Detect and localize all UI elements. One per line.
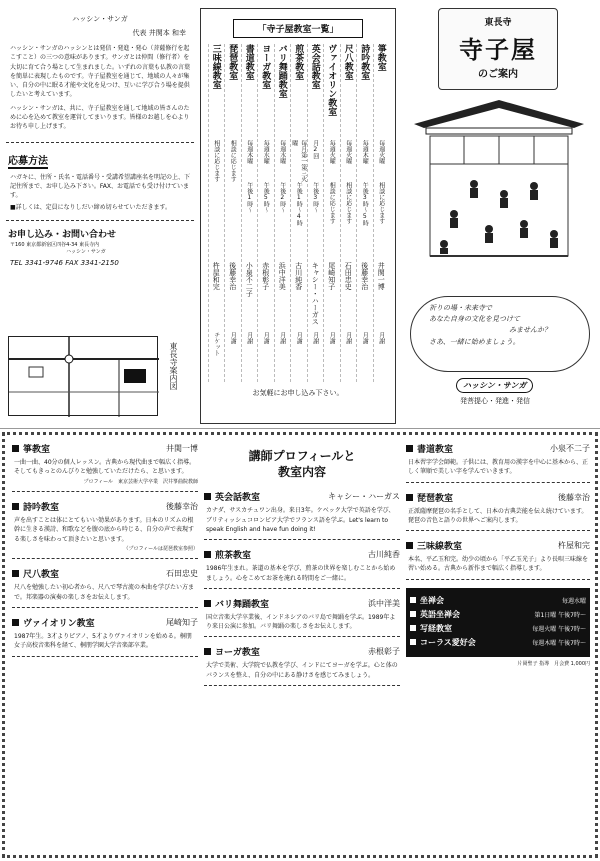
profile-heading bbox=[406, 491, 590, 504]
event-name: 写経教室 bbox=[420, 623, 452, 633]
profiles-title: 講師プロフィールと 教室内容 bbox=[248, 449, 356, 480]
class-day: 毎週木曜 bbox=[245, 140, 253, 164]
profile-teacher: 井関一博 bbox=[166, 444, 198, 453]
class-time: 午後3時〜5時 bbox=[361, 182, 369, 226]
profile-credentials: プロフィール 東京芸術大学卒業 沢井箏曲院教師 bbox=[83, 478, 198, 485]
event-detail: 毎週水曜 bbox=[561, 597, 586, 605]
profile-section bbox=[12, 500, 198, 559]
schedule-row bbox=[323, 44, 340, 382]
class-time: 相談に応じます bbox=[377, 182, 385, 224]
event-detail: 第1日曜 午後7時〜 bbox=[534, 611, 586, 619]
bullet-square-icon bbox=[410, 639, 416, 645]
class-time: 午後2時〜 bbox=[278, 182, 286, 213]
poem-line-2: あなた自身の文化を見つけて bbox=[429, 315, 520, 324]
profile-teacher: 尾崎知子 bbox=[166, 618, 198, 628]
event-detail: 毎週木曜 午後7時〜 bbox=[532, 639, 586, 647]
bullet-square-icon bbox=[410, 611, 416, 617]
event-row bbox=[410, 595, 586, 606]
cover-brand: ハッシン・サンガ bbox=[456, 378, 533, 393]
mid-profiles bbox=[204, 442, 400, 852]
poem-line-3: みませんか？ bbox=[509, 326, 551, 335]
intro-body: ハッシン・サンガのハッシンとは発信・発進・発心（菩薩修行を起こすこと）の三つの意味があります。サンガとは仲間（修行者）を大切に育て合う場として生まれました。いずれの言葉も仏教の言葉を簡単に表現したものです。寺子屋教室を通じて、地域の人々が集い、自分の中に眠る才能や文化を見つけ、互いに学び合う場を提供したいと考えています。 bbox=[10, 45, 191, 99]
profile-heading bbox=[12, 442, 198, 455]
profile-class-name: 三味線教室 bbox=[417, 542, 463, 553]
map-title: 東長寺案内図 bbox=[169, 342, 178, 390]
profile-class-name: 書道教室 bbox=[417, 445, 454, 455]
profile-teacher: 石田忠史 bbox=[166, 569, 198, 579]
profile-class-name: 煎茶教室 bbox=[215, 551, 252, 562]
profile-class-name: 箏教室 bbox=[23, 445, 51, 455]
class-name: ヨーガ教室 bbox=[260, 44, 271, 89]
event-row bbox=[410, 623, 586, 634]
class-name: 箏教室 bbox=[375, 44, 386, 71]
class-name: 書道教室 bbox=[243, 44, 254, 80]
intro-panel bbox=[6, 6, 194, 424]
profile-section bbox=[12, 567, 198, 608]
bullet-square-icon bbox=[406, 445, 413, 452]
schedule-row bbox=[224, 44, 241, 382]
profile-class-name: ヴァイオリン教室 bbox=[23, 619, 95, 630]
class-teacher: 古川純香 bbox=[294, 262, 303, 290]
contact-title: お申し込み・お問い合わせ bbox=[8, 229, 117, 240]
class-teacher: 浜中洋美 bbox=[278, 262, 287, 290]
profile-class-name: 琵琶教室 bbox=[417, 493, 454, 504]
profile-credentials: （プロフィールは琵琶教室参照） bbox=[123, 545, 198, 552]
profile-text: カナダ、サスカチュワン出身。来日3年。ケベック大学で英語を学び、ブリティッシュコロンビア大学でフランス語を学ぶ。Let's learn to speak English and have fun doing it! bbox=[206, 507, 395, 533]
poem-cloud bbox=[410, 296, 590, 372]
class-fee: 月謝 bbox=[245, 332, 253, 344]
cover-temple: 東長寺 bbox=[484, 18, 512, 28]
profile-teacher: 赤根彰子 bbox=[368, 647, 400, 657]
events-box bbox=[406, 588, 590, 657]
class-fee: 月謝 bbox=[377, 332, 385, 344]
map-graphic bbox=[9, 337, 159, 417]
schedule-row bbox=[340, 44, 357, 382]
schedule-row bbox=[373, 44, 390, 382]
profile-class-name: ヨーガ教室 bbox=[215, 648, 260, 659]
class-day: 毎週水曜 bbox=[262, 140, 270, 164]
bullet-square-icon bbox=[406, 542, 413, 549]
apply-note: ■詳しくは、定員になりしだい締め切らせていただきます。 bbox=[10, 203, 172, 211]
class-day: 毎週火曜 bbox=[377, 140, 385, 164]
class-fee: 月謝 bbox=[229, 332, 237, 344]
class-name: ヴァイオリン教室 bbox=[326, 44, 337, 116]
schedule-row bbox=[307, 44, 324, 382]
schedule-row bbox=[241, 44, 258, 382]
profile-teacher: 後藤幸治 bbox=[166, 502, 198, 512]
profile-section bbox=[406, 539, 590, 580]
schedule-row bbox=[257, 44, 274, 382]
profile-section bbox=[204, 645, 400, 686]
bullet-square-icon bbox=[204, 600, 211, 607]
class-day: 月2回 bbox=[311, 140, 319, 159]
class-day: 毎週水曜 bbox=[278, 140, 286, 164]
class-teacher: 小泉不二子 bbox=[245, 262, 254, 297]
poem-line-4: さあ、一緒に始めましょう。 bbox=[429, 337, 520, 346]
profile-heading bbox=[204, 645, 400, 658]
bullet-square-icon bbox=[406, 494, 413, 501]
bullet-square-icon bbox=[12, 619, 19, 626]
class-fee: 月謝 bbox=[328, 332, 336, 344]
class-fee: 月謝 bbox=[344, 332, 352, 344]
profile-heading bbox=[204, 597, 400, 610]
cover-subtitle: のご案内 bbox=[478, 69, 518, 80]
intro-body2: ハッシン・サンガは、共に、寺子屋教室を通して地域の皆さんのために心を込めて教室を運営してまいります。皆様のお越しを心よりお待ち申し上げます。 bbox=[10, 104, 190, 131]
class-name: バリ舞踊教室 bbox=[276, 44, 287, 98]
profile-text: 1986年生まれ。茶道の基本を学び、煎茶の世界を楽しむことから始めましょう。心をこめてお茶を淹れる時間をご一緒に。 bbox=[206, 565, 396, 582]
schedule-row bbox=[356, 44, 373, 382]
cover-motto: 発菩提心・発進・発信 bbox=[460, 397, 530, 405]
profile-class-name: 英会話教室 bbox=[215, 493, 261, 504]
apply-title: 応募方法 bbox=[8, 152, 48, 169]
class-day: 相談に応じます bbox=[229, 140, 237, 182]
intro-org: ハッシン・サンガ bbox=[72, 15, 128, 23]
class-name: 琵琶教室 bbox=[227, 44, 238, 80]
schedule-table bbox=[201, 42, 395, 382]
profile-teacher: 古川純香 bbox=[368, 550, 400, 560]
access-map bbox=[8, 336, 158, 416]
class-fee: 月謝 bbox=[295, 332, 303, 344]
bullet-square-icon bbox=[410, 597, 416, 603]
bullet-square-icon bbox=[410, 625, 416, 631]
profile-text: 1987年生。3才よりピアノ、5才よりヴァイオリンを始める。桐朋女子高校音楽科を経て、桐朋学園大学音楽部卒業。 bbox=[14, 633, 192, 650]
class-day: 毎週木曜 bbox=[361, 140, 369, 164]
profile-text: 尺八を勉強したい初心者から、尺八で琴古流の本曲を学びたい方まで。邦楽器の演奏の楽しさをお伝えします。 bbox=[14, 584, 195, 601]
apply-text: ハガキに、住所・氏名・電話番号・受講希望講座名を明記の上、下記住所まで、お申し込み下さい。FAX、お電話でも受け付けています。 bbox=[10, 173, 191, 200]
bullet-square-icon bbox=[204, 551, 211, 558]
profile-teacher: 杵屋和完 bbox=[558, 541, 590, 551]
class-teacher: 石田忠史 bbox=[344, 262, 353, 290]
class-teacher: 井関一博 bbox=[377, 262, 386, 290]
profile-heading bbox=[406, 539, 590, 552]
class-teacher: 杵屋和完 bbox=[212, 262, 221, 290]
class-fee: チケット bbox=[212, 332, 220, 356]
class-time: 相談に応じます bbox=[328, 182, 336, 224]
class-teacher: 後藤幸治 bbox=[360, 262, 369, 290]
profile-heading bbox=[204, 490, 400, 503]
cover-panel bbox=[404, 6, 594, 426]
profile-teacher: キャシー・ハーガス bbox=[328, 492, 400, 502]
profile-text: 正派薩摩琵琶の名手として、日本の古典芸能を伝え続けています。琵琶の音色と語りの世界へご案内します。 bbox=[408, 507, 588, 524]
profile-section bbox=[406, 442, 590, 483]
class-day: 毎月第一第三火曜 bbox=[290, 140, 307, 182]
title-scroll bbox=[438, 8, 558, 90]
profile-text: 本名、平乙玉和完。幼少の頃から「平乙玉光子」より長唄三味線を習い始める。古典から新作まで幅広く指導します。 bbox=[408, 556, 589, 573]
intro-rep: 代表 井関本 和幸 bbox=[132, 29, 186, 37]
contact-tel: TEL 3341-9746 FAX 3341-2150 bbox=[10, 258, 119, 267]
profile-heading bbox=[12, 500, 198, 513]
schedule-panel bbox=[200, 8, 396, 424]
profile-teacher: 浜中洋美 bbox=[368, 598, 400, 608]
profile-text: 声を出すことは体にとてもいい効果があります。日本のリズムの根幹に生きる漢詩、和歌などを腹の底から吟じる、自分の声で表現する楽しさを味わって頂きたいと思います。 bbox=[14, 517, 195, 543]
schedule-row bbox=[290, 44, 307, 382]
profile-heading bbox=[204, 548, 400, 561]
event-name: コーラス愛好会 bbox=[420, 637, 476, 647]
class-day: 毎週火曜 bbox=[344, 140, 352, 164]
schedule-row bbox=[274, 44, 291, 382]
bullet-square-icon bbox=[204, 493, 211, 500]
event-row bbox=[410, 609, 586, 620]
profile-text: 国立音楽大学卒業後、インドネシアのバリ島で舞踊を学ぶ。1989年より来日公演に参加。バリ舞踊の楽しさをお伝えします。 bbox=[206, 613, 396, 631]
profile-section bbox=[204, 490, 400, 540]
class-day: 相談に応じます bbox=[212, 140, 220, 182]
profile-heading bbox=[12, 567, 198, 580]
class-name: 三味線教室 bbox=[210, 44, 221, 89]
event-name: 英語坐禅会 bbox=[420, 609, 460, 619]
profile-section bbox=[406, 491, 590, 532]
class-time: 午後5時〜 bbox=[262, 182, 270, 213]
class-day: 毎週火曜 bbox=[328, 140, 336, 164]
class-fee: 月謝 bbox=[262, 332, 270, 344]
class-teacher: 尾崎知子 bbox=[327, 262, 336, 290]
chorus-note: 片岡聖子 指導 月会費 1,000円 bbox=[517, 660, 590, 667]
terakoya-illustration bbox=[404, 94, 594, 284]
profile-section bbox=[12, 442, 198, 492]
profile-class-name: バリ舞踊教室 bbox=[215, 599, 270, 610]
bullet-square-icon bbox=[12, 445, 19, 452]
class-name: 煎茶教室 bbox=[293, 44, 304, 80]
profile-text: 日本習字学会師範。子供には、教育用の漢字を中心に基本から、正しく筆順で美しい字を学んでいきます。 bbox=[408, 459, 589, 476]
profile-class-name: 詩吟教室 bbox=[23, 503, 60, 514]
profile-section bbox=[204, 597, 400, 638]
class-name: 尺八教室 bbox=[342, 44, 353, 80]
class-name: 英会話教室 bbox=[309, 44, 320, 89]
schedule-row bbox=[208, 44, 225, 382]
event-row bbox=[410, 637, 586, 648]
cover-title: 寺子屋 bbox=[459, 36, 537, 64]
class-time: 午後1時〜4時 bbox=[295, 182, 303, 226]
poem-line-1: 祈りの場・未来寺で bbox=[429, 304, 492, 312]
class-fee: 月謝 bbox=[278, 332, 286, 344]
contact-address: 〒160 東京都新宿区四谷4-34 東長寺内 bbox=[10, 241, 100, 248]
event-detail: 毎週火曜 午後7時〜 bbox=[532, 625, 586, 633]
bullet-square-icon bbox=[204, 648, 211, 655]
bullet-square-icon bbox=[12, 570, 19, 577]
contact-org: ハッシン・サンガ bbox=[66, 249, 106, 256]
class-fee: 月謝 bbox=[311, 332, 319, 344]
profile-heading bbox=[406, 442, 590, 455]
class-time: 相談に応じます bbox=[344, 182, 352, 224]
class-teacher: 赤根彰子 bbox=[261, 262, 270, 290]
profile-teacher: 小泉不二子 bbox=[550, 444, 590, 453]
schedule-footer: お気軽にお申し込み下さい。 bbox=[252, 389, 344, 397]
bullet-square-icon bbox=[12, 503, 19, 510]
profile-section bbox=[204, 548, 400, 589]
schedule-title: 「寺子屋教室一覧」 bbox=[233, 19, 363, 38]
profile-heading bbox=[12, 616, 198, 629]
profile-text: 一曲一曲、40分の個人レッスン。古典から現代曲まで幅広く指導。そしてもきっとのんびりと勉強していただけたら、と思います。 bbox=[14, 459, 196, 476]
class-teacher: 後藤幸治 bbox=[228, 262, 237, 290]
class-name: 詩吟教室 bbox=[359, 44, 370, 80]
left-profiles bbox=[12, 442, 198, 852]
profile-text: 大学で美術、大学院で仏教を学び、インドにてヨーガを学ぶ。心と体のバランスを整え、自分の中にある静けさを感じてみましょう。 bbox=[206, 662, 398, 679]
class-teacher: キャシー・ハーガス bbox=[311, 262, 320, 325]
profile-section bbox=[12, 616, 198, 657]
right-profiles bbox=[406, 442, 590, 852]
event-name: 坐禅会 bbox=[420, 595, 444, 605]
profile-teacher: 後藤幸治 bbox=[558, 492, 590, 502]
class-time: 午後3時〜 bbox=[311, 182, 319, 213]
class-time: 午後1時〜 bbox=[245, 182, 253, 213]
profile-class-name: 尺八教室 bbox=[23, 570, 60, 581]
class-fee: 月謝 bbox=[361, 332, 369, 344]
